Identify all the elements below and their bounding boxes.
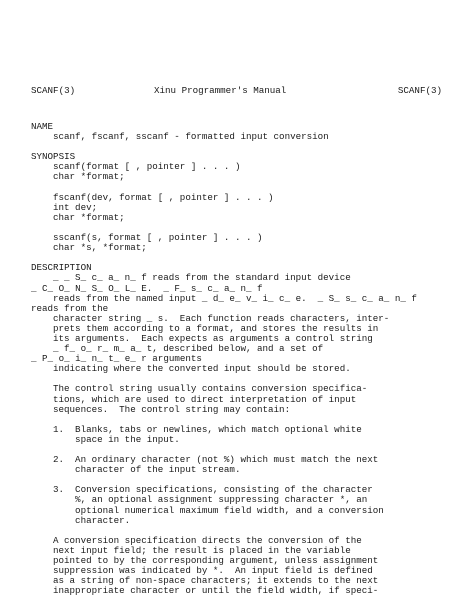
description-line: _ P_ o_ i_ n_ t_ e_ r arguments [31,353,202,365]
header-center: Xinu Programmer's Manual [154,85,287,96]
synopsis-line: fscanf(dev, format [ , pointer ] . . . ) [53,191,274,203]
description-line: reads from the [31,302,109,314]
description-line: indicating where the converted input should be stored. [53,363,351,375]
final-para-line: A conversion specification directs the conversion of the [53,534,362,546]
list-item-3-line: character. [53,514,131,526]
synopsis-line: sscanf(s, format [ , pointer ] . . . ) [53,232,263,244]
list-item-1-line: 1. Blanks, tabs or newlines, which match optional white [53,423,362,435]
description-heading: DESCRIPTION [31,262,92,274]
synopsis-line: int dev; [53,201,98,213]
synopsis-line: char *format; [53,171,125,183]
list-item-3-line: %, an optional assignment suppressing character *, an [53,494,368,506]
final-para-line: suppression was indicated by *. An input field is defined [53,565,373,577]
final-para-line: next input field; the result is placed in the variable [53,544,351,556]
page-header [31,86,442,98]
description-line: prets them according to a format, and stores the results in [53,322,379,334]
list-item-2-line: character of the input stream. [53,464,241,476]
page-body [31,122,451,596]
description-line: character string _ s. Each function reads characters, inter- [53,312,390,324]
final-para-line: pointed to by the corresponding argument, unless assignment [53,555,379,567]
list-item-3-line: 3. Conversion specifications, consisting of the character [53,484,373,496]
synopsis-line: char *s, *format; [53,242,147,254]
header-right: SCANF(3) [397,85,442,96]
control-para-line: The control string usually contains conversion specifica- [53,383,368,395]
header-left: SCANF(3) [31,85,76,96]
final-para-line: inappropriate character or until the field width, if speci- [53,585,379,597]
name-text: scanf, fscanf, sscanf - formatted input conversion [53,131,329,143]
description-line: its arguments. Each expects as arguments a control string [53,332,373,344]
description-line: _ _ S_ c_ a_ n_ f reads from the standard input device [53,272,351,284]
control-para-line: tions, which are used to direct interpretation of input [53,393,357,405]
control-para-line: sequences. The control string may contain: [53,403,291,415]
synopsis-heading: SYNOPSIS [31,151,76,163]
list-item-2-line: 2. An ordinary character (not %) which must match the next [53,454,379,466]
list-item-3-line: optional numerical maximum field width, and a conversion [53,504,384,516]
name-heading: NAME [31,121,54,132]
list-item-1-line: space in the input. [53,433,180,445]
description-line: reads from the named input _ d_ e_ v_ i_ c_ e. _ S_ s_ c_ a_ n_ f [53,292,417,304]
description-line: _ f_ o_ r_ m_ a_ t, described below, and a set of [53,343,324,355]
description-line: _ C_ O_ N_ S_ O_ L_ E. _ F_ s_ c_ a_ n_ f [31,282,263,294]
final-para-line: as a string of non-space characters; it extends to the next [53,575,379,587]
synopsis-line: char *format; [53,211,125,223]
synopsis-line: scanf(format [ , pointer ] . . . ) [53,161,241,173]
